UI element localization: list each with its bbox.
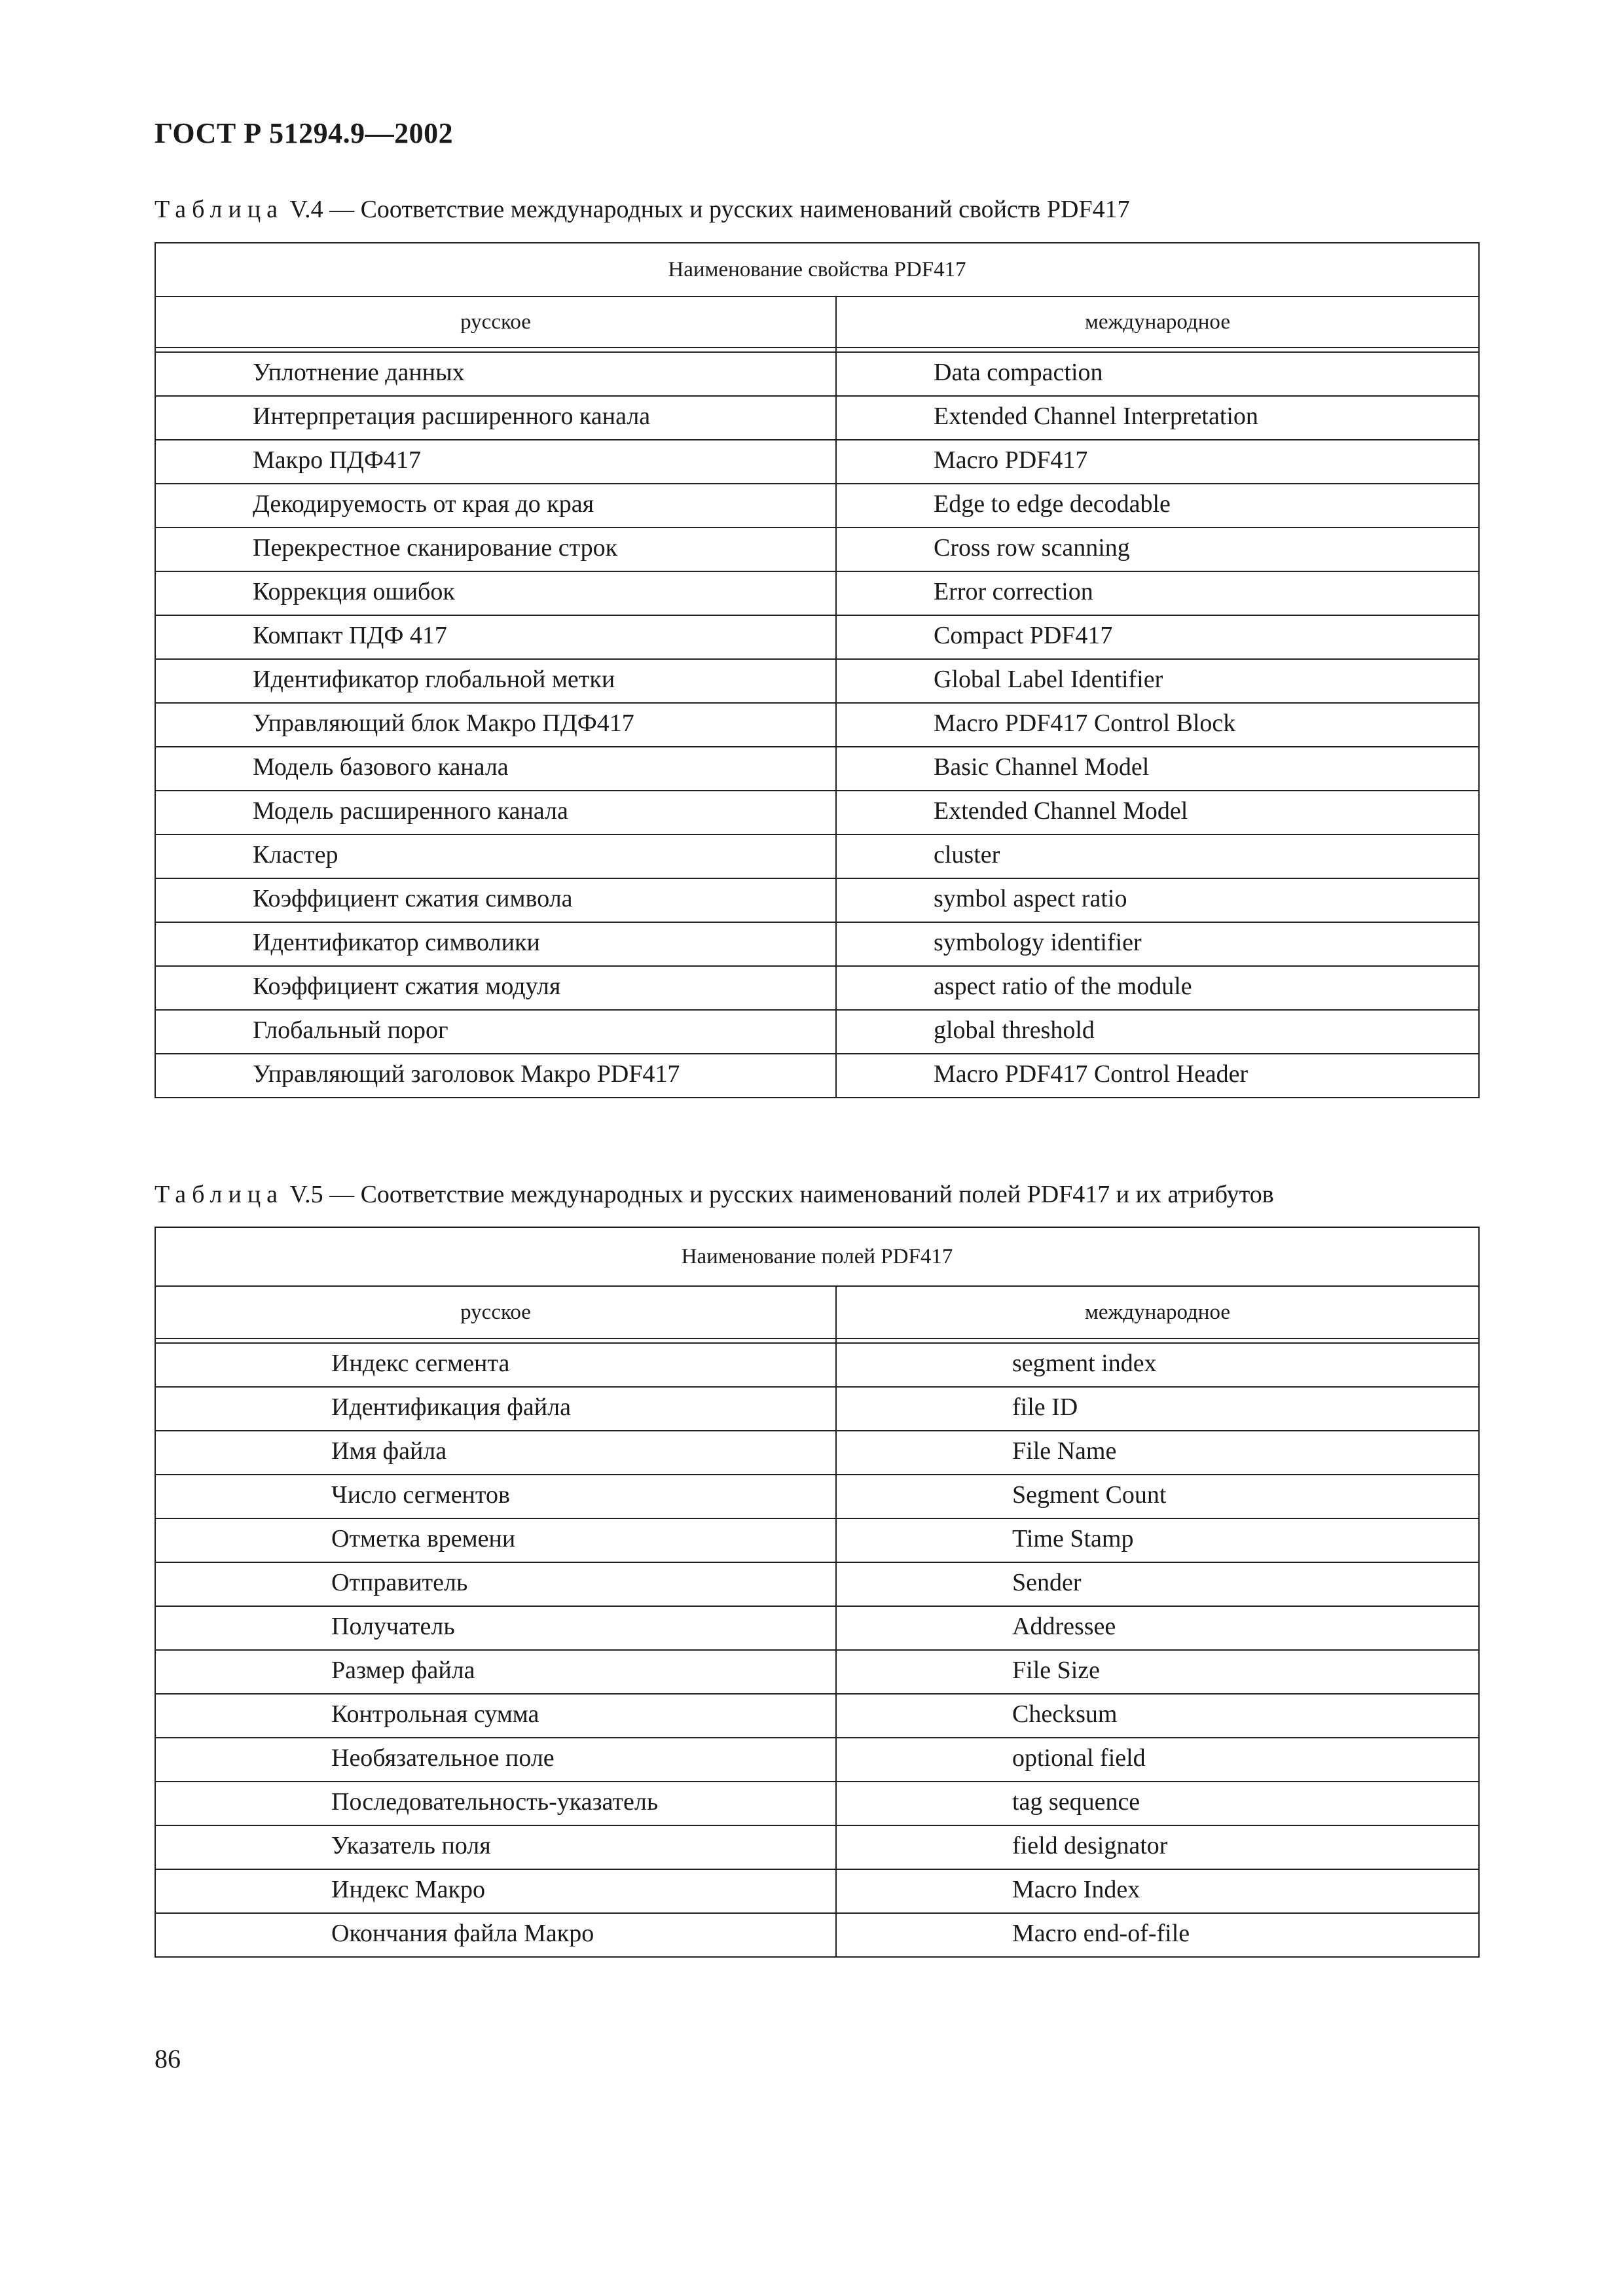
international-name-cell: optional field [836, 1738, 1479, 1782]
russian-name-cell: Получатель [155, 1606, 836, 1650]
international-name-cell: cluster [836, 834, 1479, 878]
table-5-col-russian: русское [155, 1286, 836, 1338]
international-name-cell: Edge to edge decodable [836, 484, 1479, 528]
table-row [155, 1825, 1479, 1869]
table-4-col-russian: русское [155, 296, 836, 348]
international-name-cell: File Name [836, 1431, 1479, 1475]
international-name-cell: field designator [836, 1825, 1479, 1869]
international-name-cell: Cross row scanning [836, 528, 1479, 571]
russian-name-cell: Коррекция ошибок [155, 571, 836, 615]
table-4-caption [155, 195, 1130, 224]
table-row [155, 1475, 1479, 1518]
table-5-col-international: международное [836, 1286, 1479, 1338]
international-name-cell: Macro Index [836, 1869, 1479, 1913]
table-row [155, 1869, 1479, 1913]
international-name-cell: global threshold [836, 1010, 1479, 1054]
russian-name-cell: Интерпретация расширенного канала [155, 396, 836, 440]
russian-name-cell: Указатель поля [155, 1825, 836, 1869]
international-name-cell: file ID [836, 1387, 1479, 1431]
table-4-caption-text: V.4 — Соответствие международных и русских наименований свойств PDF417 [283, 196, 1130, 223]
russian-name-cell: Кластер [155, 834, 836, 878]
russian-name-cell: Число сегментов [155, 1475, 836, 1518]
russian-name-cell: Управляющий блок Макро ПДФ417 [155, 703, 836, 747]
table-row [155, 747, 1479, 791]
page-number: 86 [155, 2044, 181, 2073]
international-name-cell: Compact PDF417 [836, 615, 1479, 659]
table-4-header-separator [155, 348, 1479, 352]
international-name-cell: Extended Channel Model [836, 791, 1479, 834]
international-name-cell: Macro PDF417 Control Block [836, 703, 1479, 747]
russian-name-cell: Идентификатор глобальной метки [155, 659, 836, 703]
russian-name-cell: Идентификация файла [155, 1387, 836, 1431]
russian-name-cell: Индекс Макро [155, 1869, 836, 1913]
table-row [155, 571, 1479, 615]
international-name-cell: segment index [836, 1343, 1479, 1387]
table-row [155, 791, 1479, 834]
international-name-cell: Sender [836, 1562, 1479, 1606]
table-4-col-international: международное [836, 296, 1479, 348]
document-header: ГОСТ Р 51294.9—2002 [155, 117, 454, 149]
russian-name-cell: Управляющий заголовок Макро PDF417 [155, 1054, 836, 1098]
russian-name-cell: Макро ПДФ417 [155, 440, 836, 484]
russian-name-cell: Компакт ПДФ 417 [155, 615, 836, 659]
international-name-cell: Time Stamp [836, 1518, 1479, 1562]
russian-name-cell: Перекрестное сканирование строк [155, 528, 836, 571]
russian-name-cell: Имя файла [155, 1431, 836, 1475]
international-name-cell: symbology identifier [836, 922, 1479, 966]
table-row [155, 922, 1479, 966]
table-row [155, 966, 1479, 1010]
table-row [155, 834, 1479, 878]
table-row [155, 1650, 1479, 1694]
table-5-caption [155, 1180, 1274, 1209]
table-row [155, 1518, 1479, 1562]
international-name-cell: Data compaction [836, 352, 1479, 396]
russian-name-cell: Модель базового канала [155, 747, 836, 791]
table-5-title: Наименование полей PDF417 [155, 1227, 1479, 1286]
international-name-cell: aspect ratio of the module [836, 966, 1479, 1010]
table-row [155, 1562, 1479, 1606]
table-row [155, 484, 1479, 528]
table-row [155, 352, 1479, 396]
russian-name-cell: Последовательность-указатель [155, 1782, 836, 1825]
russian-name-cell: Декодируемость от края до края [155, 484, 836, 528]
russian-name-cell: Необязательное поле [155, 1738, 836, 1782]
table-row [155, 878, 1479, 922]
table-5-header-separator [155, 1338, 1479, 1343]
table-row [155, 440, 1479, 484]
russian-name-cell: Индекс сегмента [155, 1343, 836, 1387]
russian-name-cell: Идентификатор символики [155, 922, 836, 966]
table-row [155, 659, 1479, 703]
international-name-cell: Global Label Identifier [836, 659, 1479, 703]
russian-name-cell: Отметка времени [155, 1518, 836, 1562]
russian-name-cell: Уплотнение данных [155, 352, 836, 396]
international-name-cell: Addressee [836, 1606, 1479, 1650]
russian-name-cell: Коэффициент сжатия модуля [155, 966, 836, 1010]
table-5 [155, 1227, 1480, 1958]
international-name-cell: symbol aspect ratio [836, 878, 1479, 922]
table-4-caption-prefix: Таблица [155, 196, 284, 223]
table-row [155, 528, 1479, 571]
international-name-cell: Macro PDF417 Control Header [836, 1054, 1479, 1098]
international-name-cell: Basic Channel Model [836, 747, 1479, 791]
table-5-caption-text: V.5 — Соответствие международных и русских наименований полей PDF417 и их атрибутов [283, 1181, 1274, 1208]
russian-name-cell: Глобальный порог [155, 1010, 836, 1054]
table-row [155, 1694, 1479, 1738]
table-row [155, 1606, 1479, 1650]
table-5-caption-prefix: Таблица [155, 1181, 284, 1208]
table-4 [155, 242, 1480, 1098]
russian-name-cell: Коэффициент сжатия символа [155, 878, 836, 922]
table-4-title: Наименование свойства PDF417 [155, 243, 1479, 296]
international-name-cell: tag sequence [836, 1782, 1479, 1825]
table-row [155, 1738, 1479, 1782]
table-row [155, 1387, 1479, 1431]
table-row [155, 1782, 1479, 1825]
international-name-cell: Extended Channel Interpretation [836, 396, 1479, 440]
international-name-cell: Checksum [836, 1694, 1479, 1738]
international-name-cell: Segment Count [836, 1475, 1479, 1518]
international-name-cell: Macro PDF417 [836, 440, 1479, 484]
table-row [155, 1431, 1479, 1475]
russian-name-cell: Окончания файла Макро [155, 1913, 836, 1957]
russian-name-cell: Контрольная сумма [155, 1694, 836, 1738]
table-row [155, 1010, 1479, 1054]
table-row [155, 396, 1479, 440]
international-name-cell: File Size [836, 1650, 1479, 1694]
table-row [155, 1343, 1479, 1387]
russian-name-cell: Отправитель [155, 1562, 836, 1606]
russian-name-cell: Размер файла [155, 1650, 836, 1694]
table-row [155, 703, 1479, 747]
table-row [155, 1913, 1479, 1957]
international-name-cell: Macro end-of-file [836, 1913, 1479, 1957]
international-name-cell: Error correction [836, 571, 1479, 615]
russian-name-cell: Модель расширенного канала [155, 791, 836, 834]
table-row [155, 615, 1479, 659]
table-row [155, 1054, 1479, 1098]
